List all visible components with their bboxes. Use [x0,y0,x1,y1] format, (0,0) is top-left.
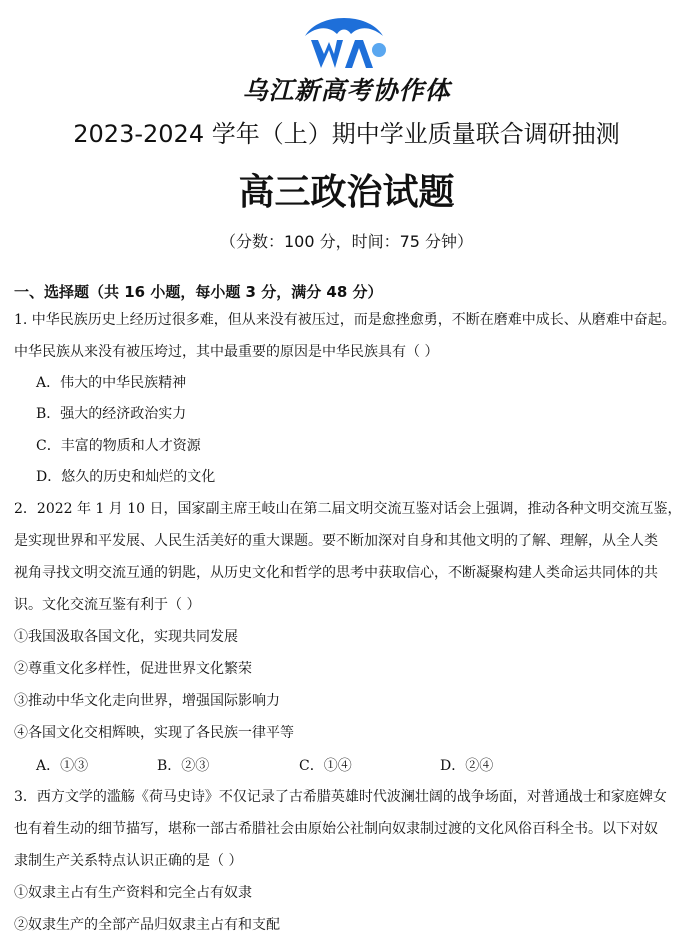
logo-dot [372,43,386,57]
q1-stem-line1: 1. 中华民族历史上经历过很多难，但从来没有被压过，而是愈挫愈勇，不断在磨难中成长、从磨难中奋起。 [14,312,676,328]
q2-item-4: ④各国文化交相辉映，实现了各民族一律平等 [14,725,294,741]
score-time-info: （分数：100 分，时间：75 分钟） [219,232,474,251]
q2-stem-line3: 视角寻找文明交流互通的钥匙，从历史文化和哲学的思考中获取信心，不断凝聚构建人类命运共同体的共 [14,565,658,581]
q3-stem-line3: 隶制生产关系特点认识正确的是（ ） [14,853,243,869]
q1-option-d: D．悠久的历史和灿烂的文化 [36,469,216,485]
q2-stem-line4: 识。文化交流互鉴有利于（ ） [14,597,201,613]
organization-logo-icon [301,10,387,72]
logo-wave-arc [305,18,383,36]
brand-name: 乌江新高考协作体 [242,76,451,105]
q2-item-3: ③推动中华文化走向世界，增强国际影响力 [14,693,280,709]
section-heading: 一、选择题（共 16 小题，每小题 3 分，满分 48 分） [14,283,383,301]
q1-stem-line2: 中华民族从来没有被压垮过，其中最重要的原因是中华民族具有（ ） [14,344,439,360]
q2-option-a: A．①③ [36,758,89,774]
q3-item-1: ①奴隶主占有生产资料和完全占有奴隶 [14,885,252,901]
q2-stem-line1: 2．2022 年 1 月 10 日，国家副主席王岐山在第二届文明交流互鉴对话会上强调，推动各种文明交流互鉴， [14,501,682,517]
q2-option-c: C．①④ [299,758,352,774]
logo-mark-left [311,40,343,68]
q3-item-2: ②奴隶生产的全部产品归奴隶主占有和支配 [14,917,280,933]
q1-option-b: B．强大的经济政治实力 [36,406,187,422]
q2-item-1: ①我国汲取各国文化，实现共同发展 [14,629,238,645]
logo-mark-right [345,40,373,68]
subject-title: 高三政治试题 [238,172,455,213]
q2-stem-line2: 是实现世界和平发展、人民生活美好的重大课题。要不断加深对自身和其他文明的了解、理解，从全人类 [14,533,658,549]
exam-title: 2023-2024 学年（上）期中学业质量联合调研抽测 [73,120,620,148]
q3-stem-line1: 3．西方文学的滥觞《荷马史诗》不仅记录了古希腊英雄时代波澜壮阔的战争场面，对普通战士和家庭婢女 [14,789,667,805]
q1-option-c: C．丰富的物质和人才资源 [36,438,201,454]
q2-option-b: B．②③ [157,758,210,774]
q2-option-d: D．②④ [440,758,494,774]
q3-stem-line2: 也有着生动的细节描写，堪称一部古希腊社会由原始公社制向奴隶制过渡的文化风俗百科全书。以下对奴 [14,821,658,837]
q2-item-2: ②尊重文化多样性，促进世界文化繁荣 [14,661,252,677]
q1-option-a: A．伟大的中华民族精神 [36,375,187,391]
